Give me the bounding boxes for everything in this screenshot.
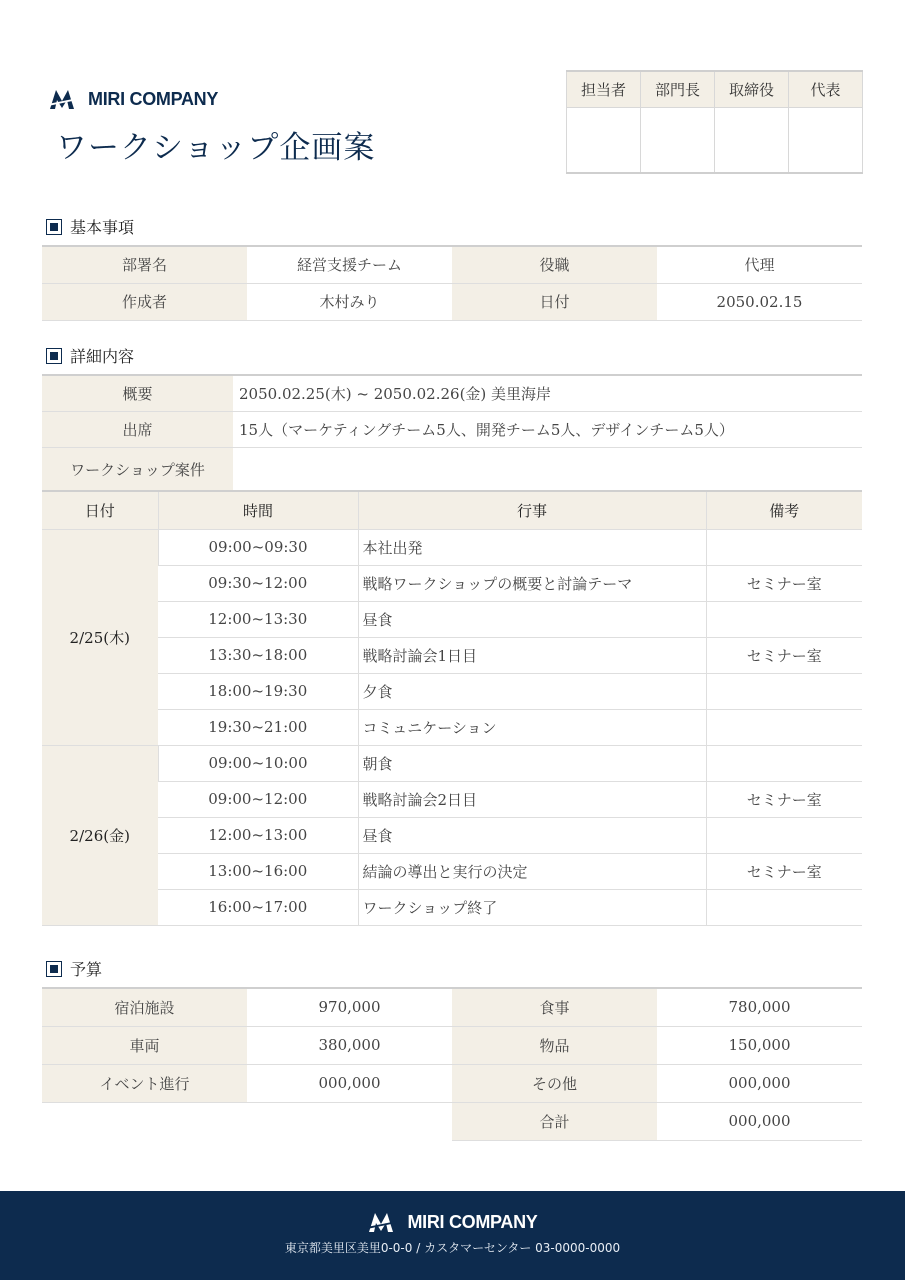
table-row: [42, 1102, 862, 1140]
table-row: [42, 817, 862, 853]
field-label: 概要: [42, 375, 233, 411]
approval-label: 部門長: [641, 71, 715, 107]
column-header: 備考: [706, 491, 862, 529]
schedule-event: 戦略討論会2日目: [358, 781, 706, 817]
footer: [0, 1191, 905, 1280]
table-row: [42, 637, 862, 673]
empty-cell: [247, 1102, 452, 1140]
field-label: ワークショップ案件: [42, 447, 233, 491]
table-row: [42, 853, 862, 889]
schedule-time: 16:00~17:00: [158, 889, 358, 925]
table-row: [42, 447, 862, 491]
company-name: MIRI COMPANY: [88, 88, 219, 109]
table-row: [42, 988, 862, 1026]
schedule-note: セミナー室: [706, 781, 862, 817]
schedule-time: 09:00~12:00: [158, 781, 358, 817]
schedule-time: 13:00~16:00: [158, 853, 358, 889]
schedule-note: [706, 817, 862, 853]
schedule-date: 2/26(金): [42, 745, 158, 925]
field-label: 日付: [452, 283, 657, 320]
table-row: [42, 889, 862, 925]
table-row: [42, 565, 862, 601]
column-header: 行事: [358, 491, 706, 529]
schedule-time: 12:00~13:00: [158, 817, 358, 853]
schedule-time: 12:00~13:30: [158, 601, 358, 637]
table-row: [42, 246, 862, 283]
budget-value: 970,000: [247, 988, 452, 1026]
approval-table: [566, 70, 863, 174]
basic-info-table: [42, 245, 862, 321]
field-value: 経営支援チーム: [247, 246, 452, 283]
table-row: [42, 673, 862, 709]
table-header-row: [42, 491, 862, 529]
signature-cell[interactable]: [567, 107, 641, 173]
budget-label: 車両: [42, 1026, 247, 1064]
budget-total-value: 000,000: [657, 1102, 862, 1140]
table-row: [42, 283, 862, 320]
field-value: 代理: [657, 246, 862, 283]
budget-label: 食事: [452, 988, 657, 1026]
schedule-time: 19:30~21:00: [158, 709, 358, 745]
approval-label: 担当者: [567, 71, 641, 107]
budget-value: 000,000: [247, 1064, 452, 1102]
schedule-note: セミナー室: [706, 565, 862, 601]
schedule-event: 本社出発: [358, 529, 706, 565]
field-label: 部署名: [42, 246, 247, 283]
schedule-time: 09:00~10:00: [158, 745, 358, 781]
budget-label: イベント進行: [42, 1064, 247, 1102]
schedule-time: 09:30~12:00: [158, 565, 358, 601]
section-title: 予算: [70, 960, 103, 979]
footer-address: 東京都美里区美里0-0-0 / カスタマーセンター 03-0000-0000: [284, 1241, 621, 1255]
schedule-note: [706, 709, 862, 745]
schedule-note: [706, 745, 862, 781]
approval-label: 取締役: [715, 71, 789, 107]
schedule-event: 夕食: [358, 673, 706, 709]
table-row: [42, 1064, 862, 1102]
field-value: 2050.02.25(木) ~ 2050.02.26(金) 美里海岸: [233, 375, 862, 411]
section-heading-basic: [46, 215, 134, 238]
field-label: 出席: [42, 411, 233, 447]
column-header: 時間: [158, 491, 358, 529]
company-logo-icon: [367, 1211, 401, 1233]
budget-table: [42, 987, 862, 1141]
company-logo-icon: [48, 88, 82, 110]
schedule-event: 結論の導出と実行の決定: [358, 853, 706, 889]
field-value: 木村みり: [247, 283, 452, 320]
footer-logo: [0, 1211, 905, 1233]
budget-value: 150,000: [657, 1026, 862, 1064]
schedule-time: 18:00~19:30: [158, 673, 358, 709]
schedule-event: 朝食: [358, 745, 706, 781]
schedule-note: [706, 601, 862, 637]
table-row: [42, 745, 862, 781]
document-title: ワークショップ企画案: [56, 130, 376, 166]
schedule-event: 戦略ワークショップの概要と討論テーマ: [358, 565, 706, 601]
schedule-note: セミナー室: [706, 637, 862, 673]
field-value: 2050.02.15: [657, 283, 862, 320]
approval-label: 代表: [789, 71, 863, 107]
budget-label: その他: [452, 1064, 657, 1102]
field-label: 役職: [452, 246, 657, 283]
table-row: [42, 529, 862, 565]
schedule-note: セミナー室: [706, 853, 862, 889]
signature-cell[interactable]: [641, 107, 715, 173]
budget-value: 780,000: [657, 988, 862, 1026]
field-value: 15人（マーケティングチーム5人、開発チーム5人、デザインチーム5人）: [233, 411, 862, 447]
table-row: [42, 1026, 862, 1064]
square-bullet-icon: [46, 348, 62, 364]
detail-table: [42, 374, 862, 492]
table-row: [42, 601, 862, 637]
schedule-note: [706, 673, 862, 709]
budget-label: 物品: [452, 1026, 657, 1064]
empty-cell: [42, 1102, 247, 1140]
schedule-event: 昼食: [358, 817, 706, 853]
schedule-time: 09:00~09:30: [158, 529, 358, 565]
signature-cell[interactable]: [715, 107, 789, 173]
section-title: 基本事項: [70, 218, 135, 237]
section-heading-detail: [46, 344, 134, 367]
field-label: 作成者: [42, 283, 247, 320]
table-row: [42, 375, 862, 411]
company-logo: [48, 88, 218, 110]
signature-cell[interactable]: [789, 107, 863, 173]
schedule-note: [706, 889, 862, 925]
schedule-event: ワークショップ終了: [358, 889, 706, 925]
schedule-table: [42, 490, 862, 926]
square-bullet-icon: [46, 961, 62, 977]
table-row: [42, 709, 862, 745]
square-bullet-icon: [46, 219, 62, 235]
budget-value: 380,000: [247, 1026, 452, 1064]
budget-value: 000,000: [657, 1064, 862, 1102]
schedule-event: 戦略討論会1日目: [358, 637, 706, 673]
section-heading-budget: [46, 957, 102, 980]
schedule-event: 昼食: [358, 601, 706, 637]
budget-total-label: 合計: [452, 1102, 657, 1140]
schedule-note: [706, 529, 862, 565]
field-value: [233, 447, 862, 491]
schedule-time: 13:30~18:00: [158, 637, 358, 673]
table-row: [42, 781, 862, 817]
footer-company-name: MIRI COMPANY: [407, 1211, 538, 1232]
section-title: 詳細内容: [70, 347, 135, 366]
column-header: 日付: [42, 491, 158, 529]
budget-label: 宿泊施設: [42, 988, 247, 1026]
table-row: [42, 411, 862, 447]
schedule-event: コミュニケーション: [358, 709, 706, 745]
schedule-date: 2/25(木): [42, 529, 158, 745]
